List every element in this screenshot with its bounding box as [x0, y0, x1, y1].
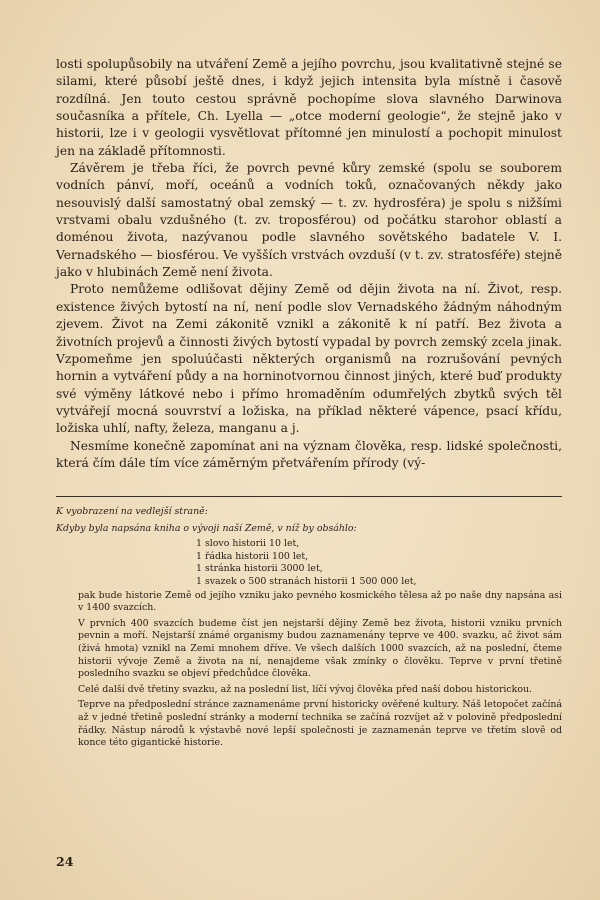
footnote-divider [56, 496, 562, 497]
footnote-paragraph-2: V prvních 400 svazcích budeme číst jen nejstarší dějiny Země bez života, historii vzniku prvních pevnin a moří. Nejstarší známé organismy budou zaznamenány teprve ve 400. svazku, ač život sám (živá hmota) vznikl na Zemi mnohem dříve. Ve všech dalších 1000 svazcích, až na poslední, čteme historii vývoje Země a života na ní, nenajdeme však zmínky o člověku. Teprve v první třetině posledního svazku se objeví předchůdce člověka. [78, 617, 562, 680]
list-item: 1 řádka historii 100 let, [196, 550, 309, 562]
list-item: 1 svazek o 500 stranách historii 1 500 000 let, [196, 575, 417, 587]
footnote-paragraph-3: Celé další dvě třetiny svazku, až na poslední list, líčí vývoj člověka před naší dobou historickou. [78, 683, 533, 695]
footnote-list [196, 538, 562, 588]
footnote [56, 506, 562, 753]
list-item: 1 stránka historii 3000 let, [196, 563, 323, 575]
list-item: 1 slovo historii 10 let, [196, 538, 300, 550]
page-number: 24 [56, 854, 74, 869]
paragraph-4: Nesmíme konečně zapomínat ani na význam člověka, resp. lidské společnosti, která čím dále tím více záměrným přetvářením přírody (vý- [56, 438, 562, 470]
footnote-paragraph-1: pak bude historie Země od jejího vzniku jako pevného kosmického tělesa až po naše dny napsána asi v 1400 svazcích. [78, 589, 562, 614]
footnote-intro: Kdyby byla napsána kniha o vývoji naší Země, v níž by obsáhlo: [56, 522, 357, 534]
paragraph-1: losti spolupůsobily na utváření Země a jejího povrchu, jsou kvalitativně stejné se silami, které působí ještě dnes, i když jejich intensita byla místně i časově rozdílná. Jen touto cestou správně pochopíme slova slavného Darwinova současníka a přítele, Ch. Lyella — „otce moderní geologie“, že stejně jako v historii, lze i v geologii vysvětlovat přítomné jen minulostí a pochopit minulost jen na základě přítomnosti. [56, 57, 562, 158]
footnote-paragraph-4: Teprve na předposlední stránce zaznamenáme první historicky ověřené kultury. Náš letopočet začíná až v jedné třetině poslední stránky a moderní technika se začíná rozvíjet až v polovině předposlední řádky. Nástup národů k výstavbě nové lepší společnosti je zaznamenán teprve ve třetím slově od konce této gigantické historie. [78, 699, 562, 749]
paragraph-3: Proto nemůžeme odlišovat dějiny Země od dějin života na ní. Život, resp. existence živých bytostí na ní, není podle slov Vernadského žádným náhodným zjevem. Život na Zemi zákonitě vznikl a zákonitě k ní patří. Bez života a životních projevů a činnosti živých bytostí vypadal by povrch zemský zcela jinak. Vzpomeňme jen spoluúčasti některých organismů na rozrušování pevných hornin a vytváření půdy a na horninotvornou činnost jiných, které buď produkty své výměny látkové nebo i přímo hromaděním odumřelých zbytků svých těl vytvářejí mocná souvrství a ložiska, na příklad některé vápence, psací křídu, ložiska uhlí, nafty, železa, manganu a j. [56, 282, 562, 436]
footnote-caption: K vyobrazení na vedlejší straně: [56, 506, 208, 517]
paragraph-2: Závěrem je třeba říci, že povrch pevné kůry zemské (spolu se souborem vodních pánví, moří, oceánů a vodních toků, označovaných někdy jako nesouvislý další samostatný obal zemský — t. zv. hydrosféra) je spolu s nižšími vrstvami obalu vzdušného (t. zv. troposférou) od počátku starohor oblastí a doménou života, nazývanou podle slavného sovětského badatele V. I. Vernadského — biosférou. Ve vyšších vrstvách ovzduší (v t. zv. stratosféře) stejně jako v hlubinách Země není života. [56, 161, 562, 280]
main-text [56, 56, 562, 472]
